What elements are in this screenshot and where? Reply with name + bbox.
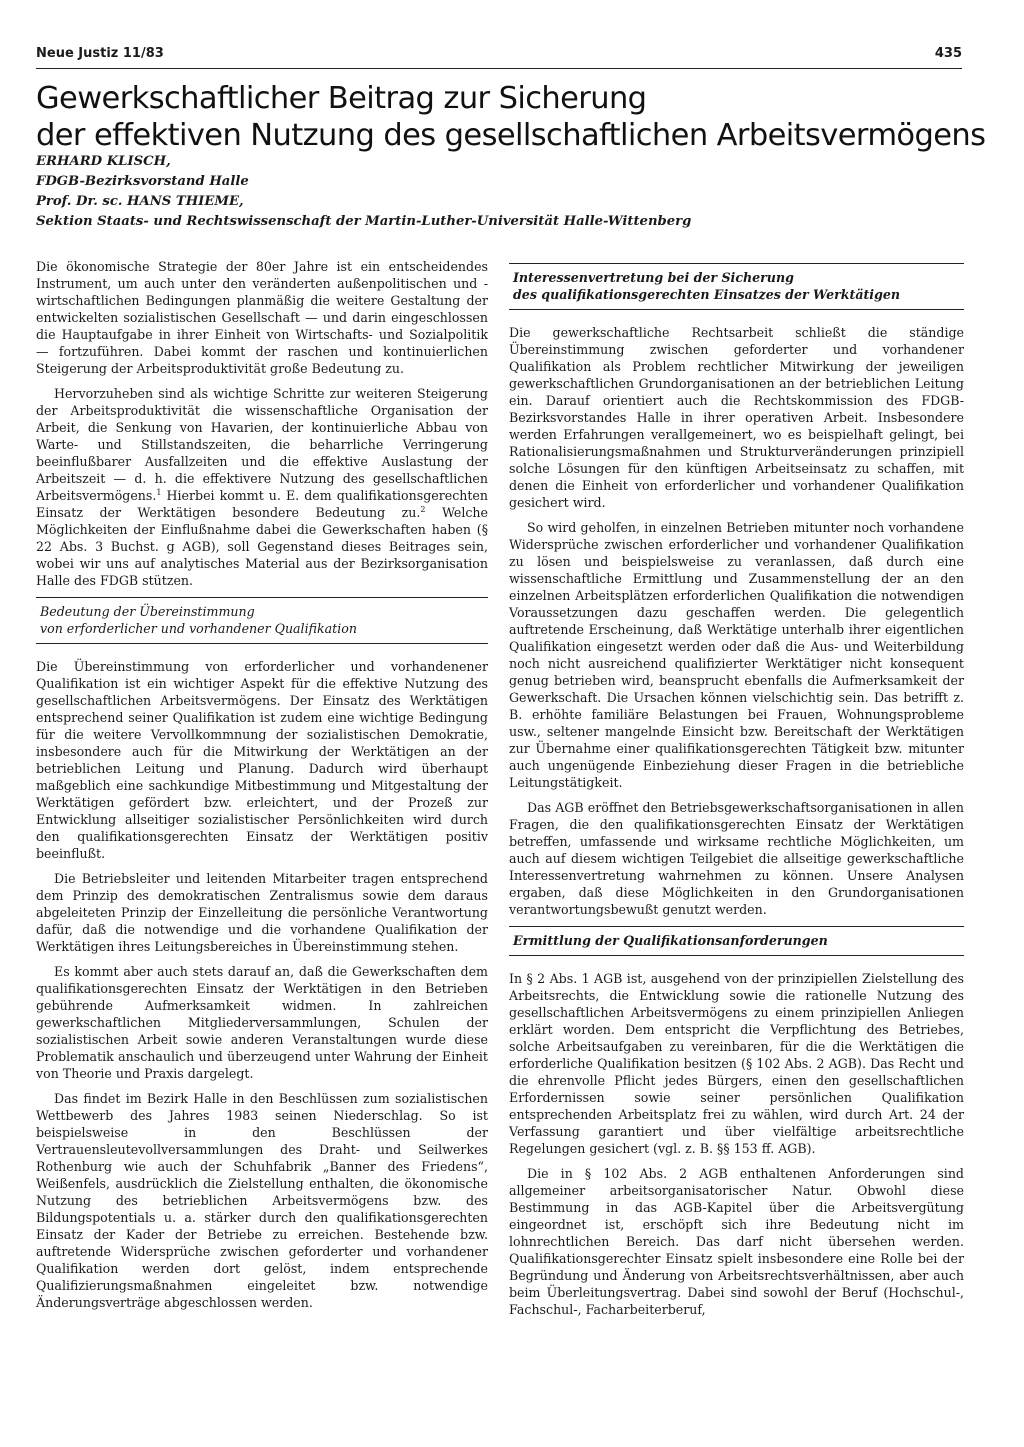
footnote-ref-1: 1 xyxy=(156,487,162,497)
section-3-paragraph-2: Die in § 102 Abs. 2 AGB enthaltenen Anforderungen sind allgemeiner arbeitsorganisatorischer Natur. Obwohl diese Bestimmung in das AGB-Kapitel über die Arbeitsvergütung eingeordnet ist, erschöpft sich ihre Bedeutung nicht im lohnrechtlichen Bereich. Das darf nicht übersehen werden. Qualifikationsgerechter Einsatz spielt insbesondere eine Rolle bei der Begründung und Änderung von Arbeitsrechtsverhältnissen, aber auch beim Überleitungsvertrag. Dabei sind sowohl der Beruf (Hochschul-, Fachschul-, Facharbeiterberuf, xyxy=(509,1166,964,1317)
journal-name: Neue Justiz 11/83 xyxy=(36,46,164,61)
intro-paragraph-2-part-c: Welche Möglichkeiten der Einflußnahme dabei die Gewerkschaften haben (§ 22 Abs. 3 Buchst. g AGB), soll Gegenstand dieses Beitrages sein, wobei wir uns auf analytisches Material aus der Bezirksorganisation Halle des FDGB stützen. xyxy=(36,505,488,588)
section-1-paragraph-4: Das findet im Bezirk Halle in den Beschlüssen zum sozialistischen Wettbewerb des Jahres 1983 seinen Niederschlag. So ist beispielsweise in den Beschlüssen der Vertrauensleutevollversammlungen des Draht- und Seilwerkes Rothenburg wie auch der Schuhfabrik „Banner des Friedens“, Weißenfels, ausdrücklich die Zielstellung enthalten, die ökonomische Nutzung des betrieblichen Arbeitsvermögens bzw. des Bildungspotentials u. a. stärker durch den qualifikationsgerechten Einsatz der Kader der Betriebe zu erreichen. Bestehende bzw. auftretende Widersprüche zwischen geforderter und vorhandener Qualifikation werden dort gelöst, indem entsprechende Qualifizierungsmaßnahmen eingeleitet bzw. notwendige Änderungsverträge abgeschlossen werden. xyxy=(36,1091,488,1310)
section-1-paragraph-3: Es kommt aber auch stets darauf an, daß die Gewerkschaften dem qualifikationsgerechten Einsatz der Werktätigen in den Betrieben gebührende Aufmerksamkeit widmen. In zahlreichen gewerkschaftlichen Mitgliederversammlungen, Schulen der sozialistischen Arbeit sowie anderen Veranstaltungen wurde diese Problematik anschaulich und überzeugend unter Wahrung der Einheit von Theorie und Praxis dargelegt. xyxy=(36,964,488,1081)
intro-paragraph-2-part-b: Hierbei kommt u. E. dem qualifikationsgerechten Einsatz der Werktätigen besondere Bedeutung zu. xyxy=(36,488,488,520)
author-1-affiliation: FDGB-Bezirksvorstand Halle xyxy=(36,174,249,189)
section-2-paragraph-2: So wird geholfen, in einzelnen Betrieben mitunter noch vorhandene Widersprüche zwischen erforderlicher und vorhandener Qualifikation zu lösen und beispielsweise zu veranlassen, daß durch eine wissenschaftliche Ermittlung und Zusammenstellung der an den einzelnen Arbeitsplätzen erforderlichen Qualifikation die notwendigen Voraussetzungen dazu geschaffen werden. Die gelegentlich auftretende Erscheinung, daß Werktätige unterhalb ihrer eigentlichen Qualifikation eingesetzt werden oder daß die Aus- und Weiterbildung noch nicht ausreichend qualifizierter Werktätiger nicht konsequent genug betrieben wird, beansprucht ebenfalls die Aufmerksamkeit der Gewerkschaft. Die Ursachen können vielschichtig sein. Das betrifft z. B. erhöhte familiäre Belastungen bei Frauen, Wohnungsprobleme usw., seltener mangelnde Einsicht bzw. Bereitschaft der Werktätigen zur Übernahme einer qualifikationsgerechten Tätigkeit bzw. mitunter auch ungenügende Einbeziehung dieser Fragen in die betriebliche Leitungstätigkeit. xyxy=(509,520,964,790)
author-2-affiliation: Sektion Staats- und Rechtswissenschaft der Martin-Luther-Universität Halle-Wittenberg xyxy=(36,214,692,229)
section-1-paragraph-1: Die Übereinstimmung von erforderlicher und vorhandenener Qualifikation ist ein wichtiger Aspekt für die effektive Nutzung des gesellschaftlichen Arbeitsvermögens. Der Einsatz des Werktätigen entsprechend seiner Qualifikation ist zudem eine wichtige Bedingung für die weitere Vervollkommnung der sozialistischen Demokratie, insbesondere auch für die Mitwirkung der Werktätigen an der betrieblichen Leitung und Planung. Dadurch wird überhaupt maßgeblich eine sachkundige Mitbestimmung und Mitgestaltung der Werktätigen gefördert bzw. erleichtert, und der Prozeß zur Entwicklung allseitiger sozialistischer Persönlichkeiten wird durch den qualifikationsgerechten Einsatz der Werktätigen positiv beeinflußt. xyxy=(36,659,488,861)
author-1-name: ERHARD KLISCH, xyxy=(36,154,171,169)
title-line-1: Gewerkschaftlicher Beitrag zur Sicherung xyxy=(36,81,647,116)
section-heading-1 xyxy=(36,597,488,644)
right-column xyxy=(509,263,964,1326)
section-heading-2-line-1: Interessenvertretung bei der Sicherung xyxy=(513,270,794,285)
section-3-paragraph-1: In § 2 Abs. 1 AGB ist, ausgehend von der prinzipiellen Zielstellung des Arbeitsrechts, die Entwicklung sowie die rationelle Nutzung des gesellschaftlichen Arbeitsvermögens zu einem prinzipiellen Anliegen erklärt worden. Dem entspricht die Verpflichtung des Betriebes, solche Arbeitsaufgaben zu vereinbaren, für die die Werktätigen die erforderliche Qualifikation besitzen (§ 102 Abs. 2 AGB). Das Recht und die ehrenvolle Pflicht jedes Bürgers, einen den gesellschaftlichen Erfordernissen sowie seiner persönlichen Qualifikation entsprechenden Arbeitsplatz frei zu wählen, wird durch Art. 24 der Verfassung garantiert und über vielfältige arbeitsrechtliche Regelungen gesichert (vgl. z. B. §§ 153 ff. AGB). xyxy=(509,971,964,1156)
article-title xyxy=(36,80,986,154)
section-heading-3-text: Ermittlung der Qualifikationsanforderungen xyxy=(513,933,828,948)
footnote-ref-2: 2 xyxy=(420,504,426,514)
intro-paragraph-2-part-a: Hervorzuheben sind als wichtige Schritte zur weiteren Steigerung der Arbeitsproduktivität die wissenschaftliche Organisation der Arbeit, die Senkung von Havarien, der kontinuierliche Abbau von Warte- und Stillstandszeiten, die beharrliche Verringerung beeinflußbarer Ausfallzeiten und die effektive Auslastung der Arbeitszeit — d. h. die effektivere Nutzung des gesellschaftlichen Arbeitsvermögens. xyxy=(36,386,488,503)
section-heading-3 xyxy=(509,926,964,956)
author-2-name: Prof. Dr. sc. HANS THIEME, xyxy=(36,194,244,209)
section-2-paragraph-3: Das AGB eröffnet den Betriebsgewerkschaftsorganisationen in allen Fragen, die den qualifikationsgerechten Einsatz der Werktätigen betreffen, umfassende und wirksame rechtliche Möglichkeiten, um auch auf diesem wichtigen Teilgebiet die allseitige gewerkschaftliche Interessenvertretung wahrnehmen zu können. Unsere Analysen ergaben, daß diese Möglichkeiten in den Grundorganisationen verantwortungsbewußt genutzt werden. xyxy=(509,800,964,917)
section-heading-2 xyxy=(509,263,964,310)
author-block xyxy=(36,152,936,232)
intro-paragraph-2 xyxy=(36,385,488,589)
title-line-2: der effektiven Nutzung des gesellschaftlichen Arbeitsvermögens xyxy=(36,118,986,153)
section-heading-1-line-1: Bedeutung der Übereinstimmung xyxy=(40,604,255,619)
section-heading-1-line-2: von erforderlicher und vorhandener Qualifikation xyxy=(40,621,357,636)
left-column xyxy=(36,258,488,1319)
section-2-paragraph-1: Die gewerkschaftliche Rechtsarbeit schließt die ständige Übereinstimmung zwischen geforderter und vorhandener Qualifikation als Problem rechtlicher Mitwirkung der jeweiligen gewerkschaftlichen Grundorganisationen an der betrieblichen Leitung ein. Darauf orientiert auch die Rechtskommission des FDGB-Bezirksvorstandes Halle in ihrer operativen Arbeit. Insbesondere werden Erfahrungen verallgemeinert, wo es beispielhaft gelingt, bei Rationalisierungsmaßnahmen und Strukturveränderungen prinzipiell solche Lösungen für den künftigen Arbeitseinsatz zu schaffen, mit denen die Einheit von erforderlicher und vorhandener Qualifikation gesichert wird. xyxy=(509,325,964,510)
section-1-paragraph-2: Die Betriebsleiter und leitenden Mitarbeiter tragen entsprechend dem Prinzip des demokratischen Zentralismus sowie dem daraus abgeleiteten Prinzip der Einzelleitung die persönliche Verantwortung dafür, daß die notwendige und die vorhandene Qualifikation der Werktätigen ihres Leitungsbereiches in Übereinstimmung stehen. xyxy=(36,871,488,954)
page-number: 435 xyxy=(934,46,962,61)
section-heading-2-line-2: des qualifikationsgerechten Einsatzes der Werktätigen xyxy=(513,287,901,302)
intro-paragraph-1: Die ökonomische Strategie der 80er Jahre ist ein entscheidendes Instrument, um auch unter den veränderten außenpolitischen und -wirtschaftlichen Bedingungen planmäßig die weitere Gestaltung der entwickelten sozialistischen Gesellschaft — und darin eingeschlossen die Hauptaufgabe in ihrer Einheit von Wirtschafts- und Sozialpolitik — fortzuführen. Dabei kommt der raschen und kontinuierlichen Steigerung der Arbeitsproduktivität große Bedeutung zu. xyxy=(36,259,488,376)
running-header xyxy=(36,46,962,69)
